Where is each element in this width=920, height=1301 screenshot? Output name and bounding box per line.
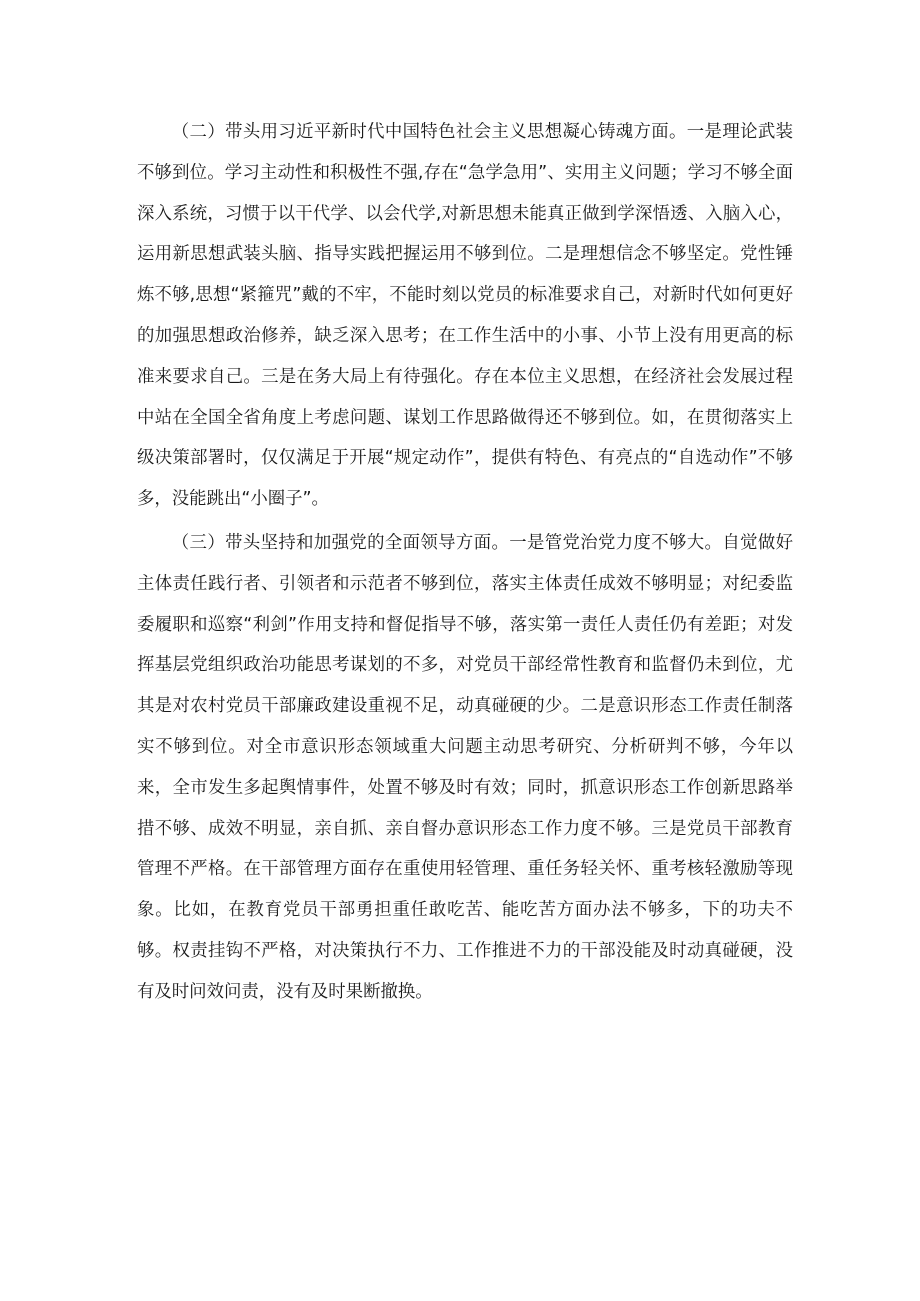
document-body: [137, 112, 793, 1013]
section-2-text: 一是理论武装不够到位。学习主动性和积极性不强,存在“急学急用”、实用主义问题；学习不够全面深入系统，习惯于以干代学、以会代学,对新思想未能真正做到学深悟透、入脑入心，运用新思想武装头脑、指导实践把握运用不够到位。二是理想信念不够坚定。党性锤炼不够,思想“紧箍咒”戴的不牢，不能时刻以党员的标准要求自己，对新时代如何更好的加强思想政治修养，缺乏深入思考；在工作生活中的小事、小节上没有用更高的标准来要求自己。三是在务大局上有待强化。存在本位主义思想，在经济社会发展过程中站在全国全省角度上考虑问题、谋划工作思路做得还不够到位。如，在贯彻落实上级决策部署时，仅仅满足于开展“规定动作”，提供有特色、有亮点的“自选动作”不够多，没能跳出“小圈子”。: [137, 122, 793, 510]
section-2-heading: （二）带头用习近平新时代中国特色社会主义思想凝心铸魂方面。: [171, 122, 687, 142]
paragraph-section-3: [137, 523, 793, 1013]
section-3-heading: （三）带头坚持和加强党的全面领导方面。: [171, 532, 510, 553]
section-3-text: 一是管党治党力度不够大。自觉做好主体责任践行者、引领者和示范者不够到位，落实主体责任成效不够明显；对纪委监委履职和巡察“利剑”作用支持和督促指导不够，落实第一责任人责任仍有差距；对发挥基层党组织政治功能思考谋划的不多，对党员干部经常性教育和监督仍未到位，尤其是对农村党员干部廉政建设重视不足，动真碰硬的少。二是意识形态工作责任制落实不够到位。对全市意识形态领域重大问题主动思考研究、分析研判不够，今年以来，全市发生多起舆情事件，处置不够及时有效；同时，抓意识形态工作创新思路举措不够、成效不明显，亲自抓、亲自督办意识形态工作力度不够。三是党员干部教育管理不严格。在干部管理方面存在重使用轻管理、重任务轻关怀、重考核轻激励等现象。比如，在教育党员干部勇担重任敢吃苦、能吃苦方面办法不够多，下的功夫不够。权责挂钩不严格，对决策执行不力、工作推进不力的干部没能及时动真碰硬，没有及时问效问责，没有及时果断撤换。: [137, 532, 793, 1002]
paragraph-section-2: [137, 112, 793, 520]
